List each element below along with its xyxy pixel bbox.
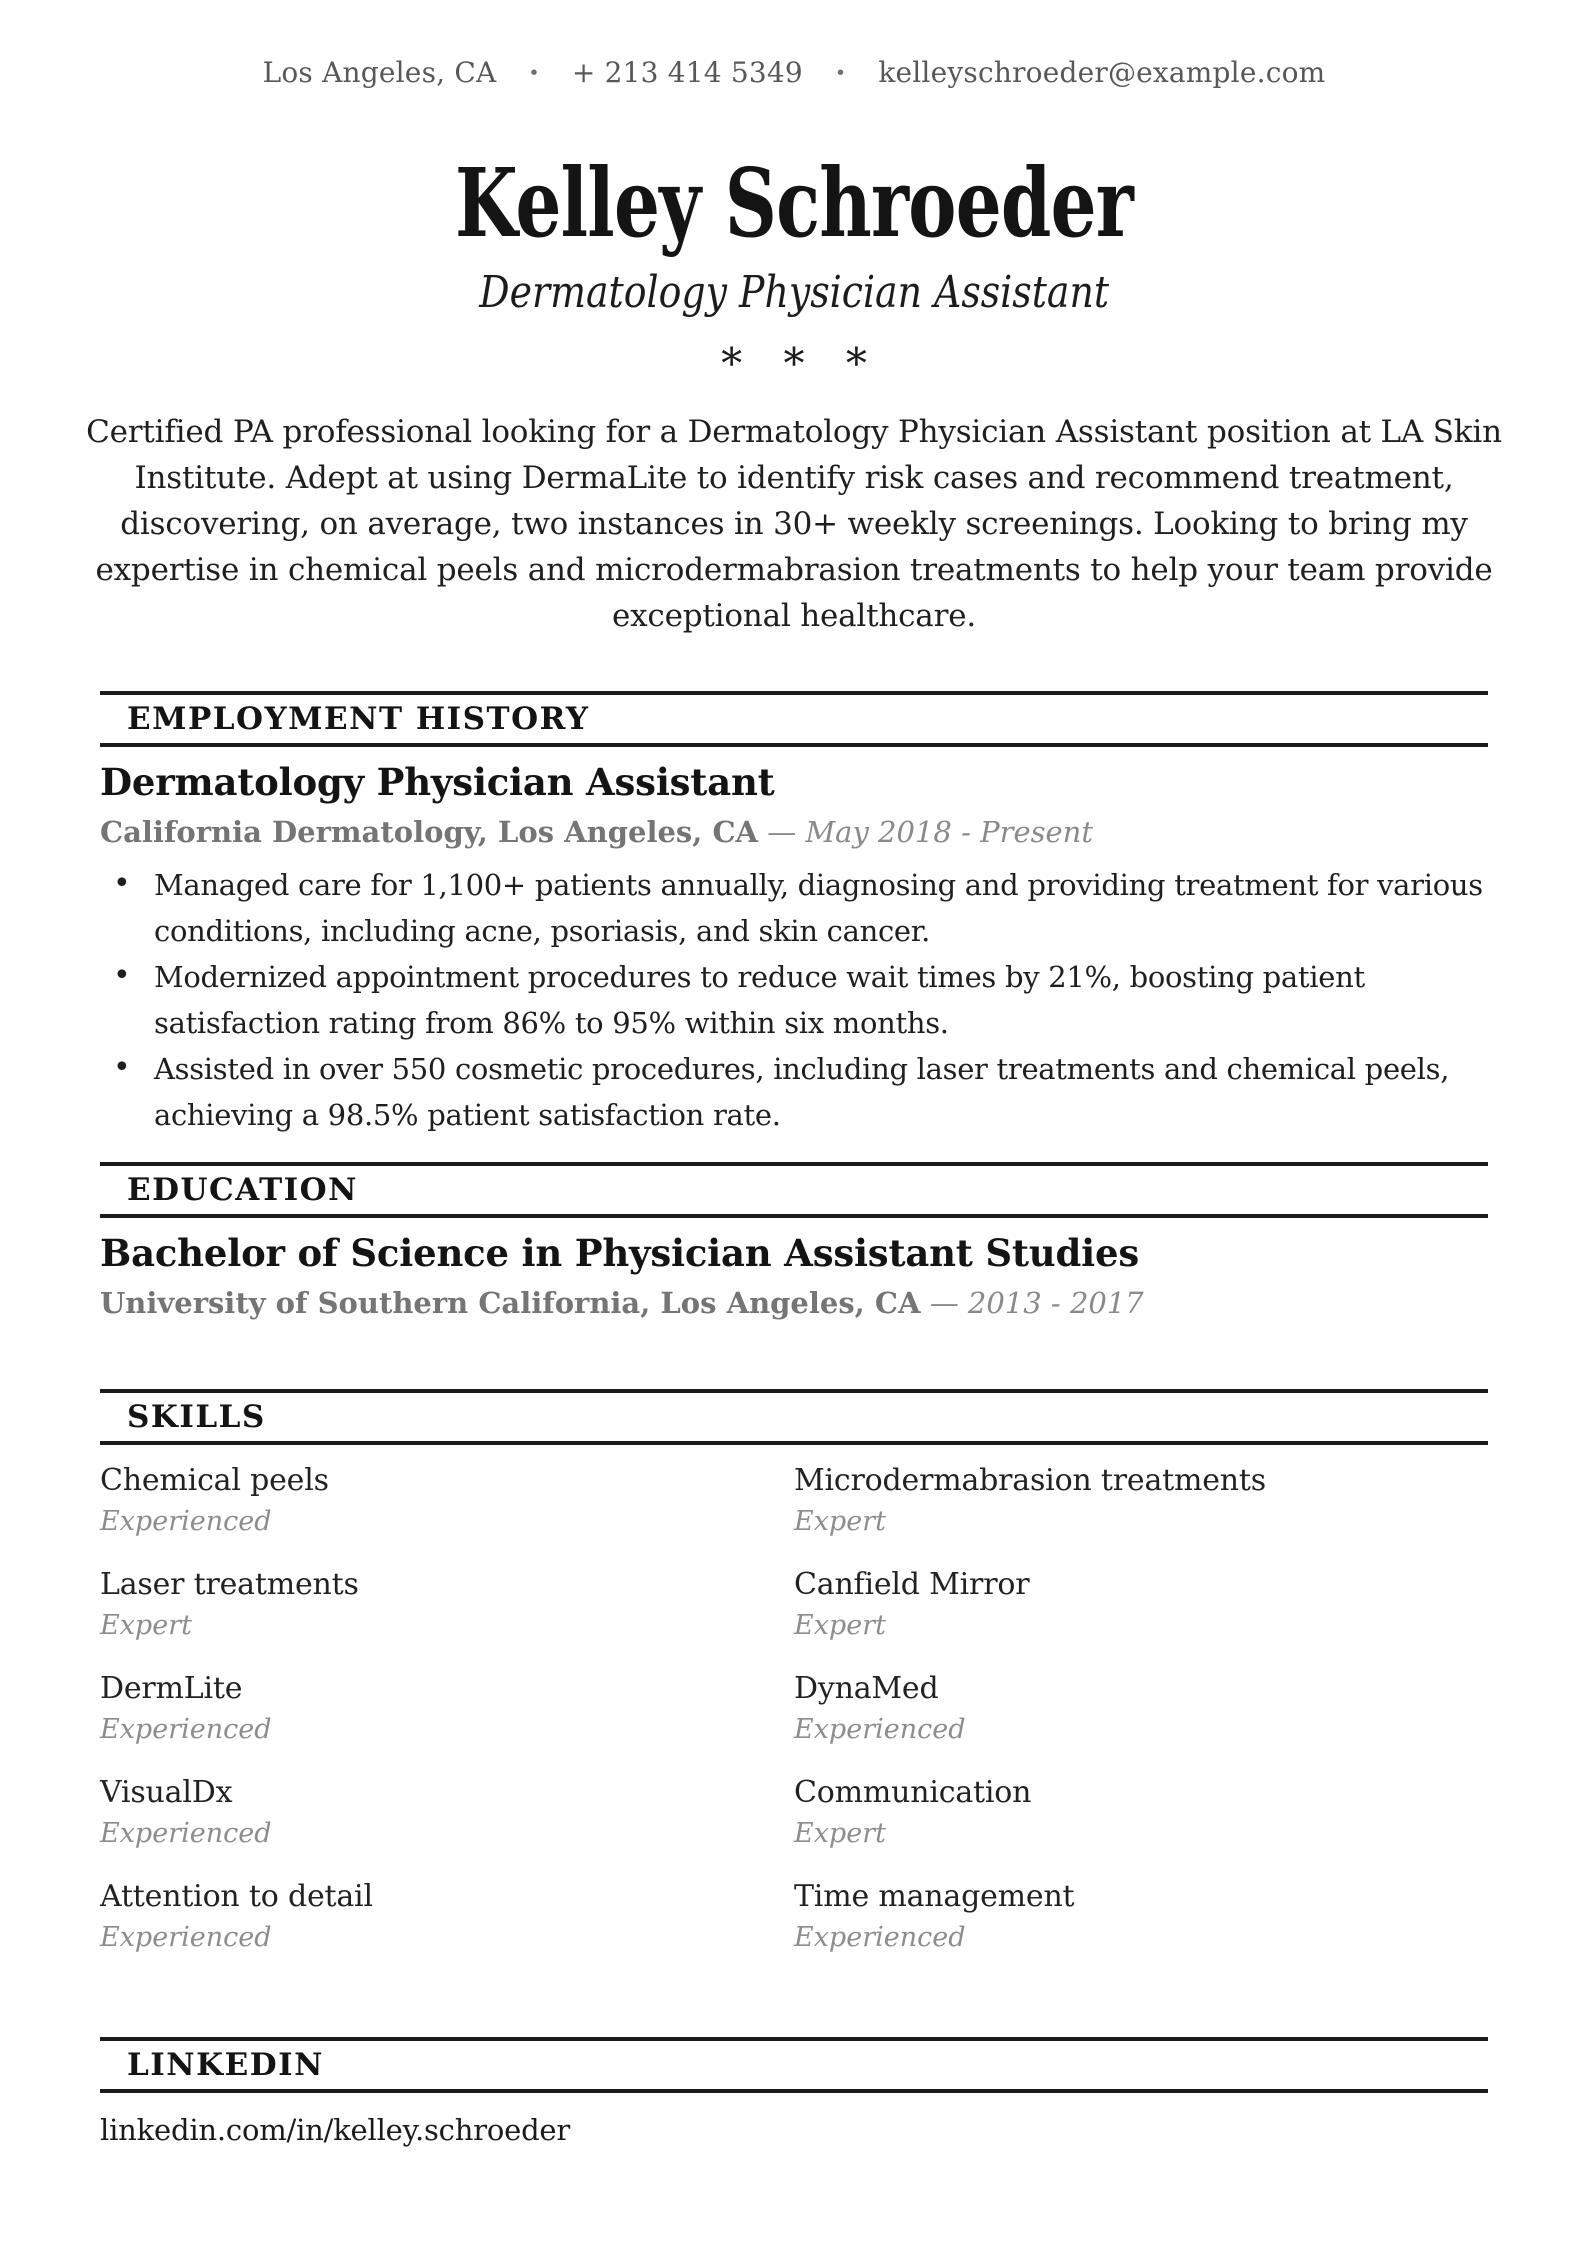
summary-paragraph: Certified PA professional looking for a Dermatology Physician Assistant position at LA Skin Institute. Adept at using DermaLite to identify risk cases and recommend treatment, discovering, on average, two instances in 30+ weekly screenings. Looking to bring my expertise in chemical peels and microdermabrasion treatments to help your team provide exceptional healthcare. xyxy=(86,414,1502,634)
contact-phone: + 213 414 5349 xyxy=(571,56,803,89)
job-dates: — May 2018 - Present xyxy=(767,815,1094,849)
skill-level: Experienced xyxy=(794,1922,966,1953)
skill-item xyxy=(100,1878,794,1955)
skill-name: Chemical peels xyxy=(100,1463,329,1498)
section-header-skills xyxy=(100,1389,1488,1445)
skill-name: Time management xyxy=(794,1879,1075,1914)
section-header-linkedin xyxy=(100,2037,1488,2093)
skill-level: Experienced xyxy=(794,1714,966,1745)
linkedin-url: linkedin.com/in/kelley.schroeder xyxy=(100,2113,571,2147)
skill-name: DynaMed xyxy=(794,1671,939,1706)
skill-item xyxy=(100,1774,794,1851)
ornament-asterisks: * * * xyxy=(721,339,881,388)
skill-item xyxy=(100,1462,794,1539)
skill-item xyxy=(794,1774,1488,1851)
skill-item xyxy=(100,1670,794,1747)
skill-level: Experienced xyxy=(100,1506,272,1537)
job-title: Dermatology Physician Assistant xyxy=(100,760,775,804)
skill-name: DermLite xyxy=(100,1671,243,1706)
skill-level: Expert xyxy=(794,1818,886,1849)
job-company-line xyxy=(100,814,1488,850)
contact-location: Los Angeles, CA xyxy=(262,56,497,89)
job-bullet-item: • Assisted in over 550 cosmetic procedures, including laser treatments and chemical peels, achieving a 98.5% patient satisfaction rate. xyxy=(100,1046,1488,1138)
section-title-skills: SKILLS xyxy=(127,1399,266,1435)
skill-level: Experienced xyxy=(100,1714,272,1745)
contact-bar xyxy=(100,56,1488,90)
skill-level: Expert xyxy=(794,1506,886,1537)
company-name: California Dermatology, Los Angeles, CA xyxy=(100,815,759,849)
skill-name: Laser treatments xyxy=(100,1567,359,1602)
contact-email: kelleyschroeder@example.com xyxy=(878,56,1326,89)
section-title-employment: EMPLOYMENT HISTORY xyxy=(127,701,590,737)
skill-item xyxy=(794,1878,1488,1955)
skill-item xyxy=(794,1566,1488,1643)
separator-dot: • xyxy=(834,62,847,84)
education-school-line xyxy=(100,1285,1488,1321)
education-dates: — 2013 - 2017 xyxy=(929,1286,1144,1320)
degree-title: Bachelor of Science in Physician Assistant Studies xyxy=(100,1231,1139,1275)
candidate-role: Dermatology Physician Assistant xyxy=(479,267,1109,318)
skill-name: Attention to detail xyxy=(100,1879,373,1914)
separator-dot: • xyxy=(528,62,540,84)
skill-item xyxy=(794,1462,1488,1539)
skill-name: Canfield Mirror xyxy=(794,1567,1030,1602)
job-bullet-item: • Modernized appointment procedures to reduce wait times by 21%, boosting patient satisfaction rating from 86% to 95% within six months. xyxy=(100,954,1488,1046)
skill-level: Experienced xyxy=(100,1818,272,1849)
skill-name: VisualDx xyxy=(100,1775,233,1810)
skill-name: Microdermabrasion treatments xyxy=(794,1463,1266,1498)
skill-level: Experienced xyxy=(100,1922,272,1953)
skills-grid xyxy=(100,1462,1488,1982)
section-header-employment xyxy=(100,691,1488,747)
skill-level: Expert xyxy=(794,1610,886,1641)
skill-name: Communication xyxy=(794,1775,1032,1810)
school-name: University of Southern California, Los Angeles, CA xyxy=(100,1286,921,1320)
skill-level: Expert xyxy=(100,1610,192,1641)
section-title-linkedin: LINKEDIN xyxy=(127,2047,324,2083)
section-title-education: EDUCATION xyxy=(127,1172,358,1208)
section-header-education xyxy=(100,1162,1488,1218)
candidate-name: Kelley Schroeder xyxy=(454,148,1134,259)
skill-item xyxy=(100,1566,794,1643)
job-bullet-list xyxy=(100,862,1488,1138)
job-bullet-item: • Managed care for 1,100+ patients annually, diagnosing and providing treatment for various conditions, including acne, psoriasis, and skin cancer. xyxy=(100,862,1488,954)
skill-item xyxy=(794,1670,1488,1747)
